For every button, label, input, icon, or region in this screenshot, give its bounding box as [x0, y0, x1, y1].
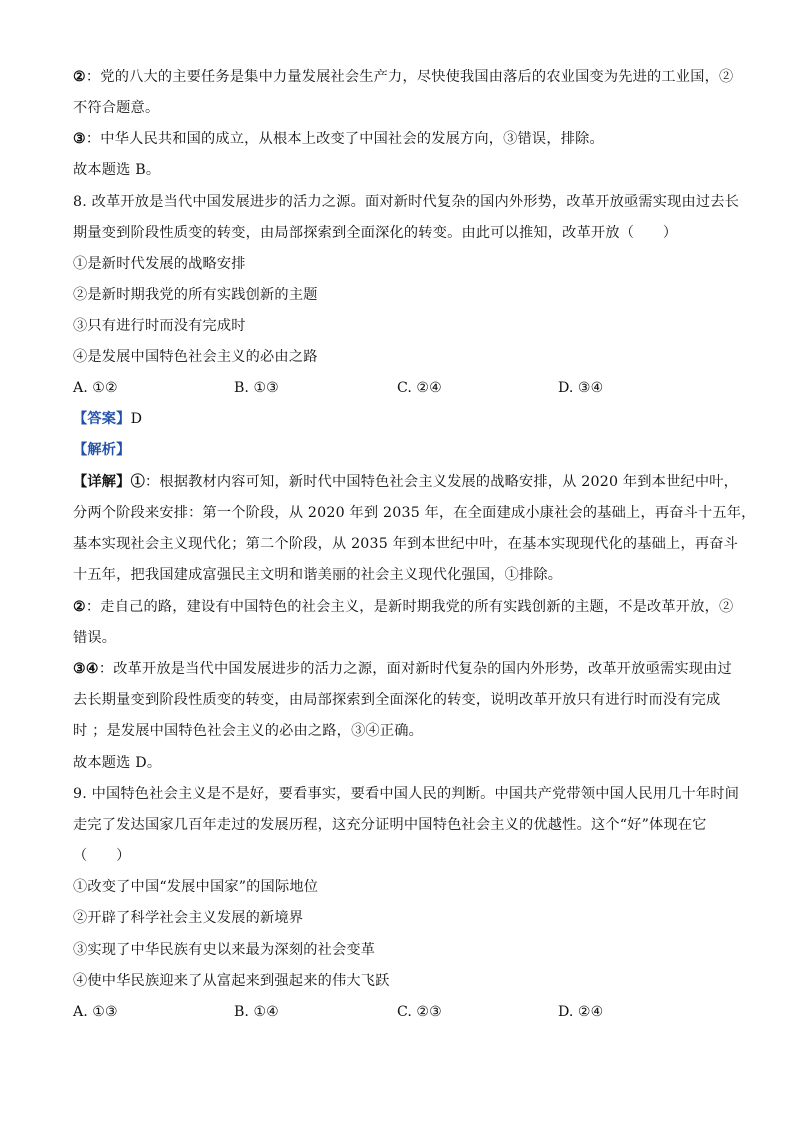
q9-item: ①改变了中国“发展中国家”的国际地位: [73, 879, 319, 895]
mark: ③④: [73, 661, 99, 677]
mark: ①: [130, 474, 145, 490]
q9-option-d: D. ②④: [558, 1004, 604, 1020]
q8-option-a: A. ①②: [73, 380, 118, 396]
q8-detail-line-2: 分两个阶段来安排：第一个阶段，从 2020 年到 2035 年，在全面建成小康社会的基础上，再奋斗十五年，: [73, 505, 756, 521]
q9-item: ②开辟了科学社会主义发展的新境界: [73, 910, 304, 926]
q8-item: ②是新时期我党的所有实践创新的主题: [73, 287, 318, 303]
q8-detail-line-7: ③④：改革开放是当代中国发展进步的活力之源，面对新时代复杂的国内外形势，改革开放亟需实现由过: [73, 661, 732, 677]
q8-detail-line-1: 【详解】①：根据教材内容可知，新时代中国特色社会主义发展的战略安排，从 2020 年到本世纪中叶，: [73, 474, 739, 490]
q8-option-c: C. ②④: [397, 380, 442, 396]
mark: ②: [73, 69, 86, 85]
answer-value: D: [130, 411, 143, 427]
answer-label: 【答案】: [73, 411, 131, 427]
q8-detail-line-8: 去长期量变到阶段性质变的转变，由局部探索到全面深化的转变，说明改革开放只有进行时而没有完成: [73, 692, 721, 708]
detail-label: 【详解】: [73, 474, 131, 490]
q8-option-b: B. ①③: [234, 380, 279, 396]
q9-item: ④使中华民族迎来了从富起来到强起来的伟大飞跃: [73, 973, 390, 989]
q8-option-d: D. ③④: [558, 380, 604, 396]
q8-detail-line-5: ②：走自己的路，建设有中国特色的社会主义，是新时期我党的所有实践创新的主题，不是改革开放，②: [73, 599, 734, 615]
prev-line-1: ②：党的八大的主要任务是集中力量发展社会生产力，尽快使我国由落后的农业国变为先进的工业国，②: [73, 69, 734, 85]
q8-conclusion: 故本题选 D。: [73, 755, 162, 771]
q8-detail-line-3: 基本实现社会主义现代化；第二个阶段，从 2035 年到本世纪中叶，在基本实现现代化的基础上，再奋斗: [73, 536, 738, 552]
q8-detail-line-9: 时 ；是发展中国特色社会主义的必由之路，③④正确。: [73, 723, 424, 739]
prev-line-3: ③：中华人民共和国的成立，从根本上改变了中国社会的发展方向，③错误，排除。: [73, 131, 604, 147]
q9-option-b: B. ①④: [234, 1004, 279, 1020]
q8-answer: [73, 409, 142, 429]
prev-conclusion: 故本题选 B。: [73, 162, 161, 178]
q9-stem-line-1: 9. 中国特色社会主义是不是好，要看事实，要看中国人民的判断。中国共产党带领中国人民用几十年时间: [73, 786, 740, 802]
q8-detail-line-4: 十五年，把我国建成富强民主文明和谐美丽的社会主义现代化强国，①排除。: [73, 567, 563, 583]
mark: ③: [73, 131, 86, 147]
q9-option-c: C. ②③: [397, 1004, 442, 1020]
q9-option-a: A. ①③: [73, 1004, 118, 1020]
mark: ②: [73, 599, 86, 615]
q9-stem-line-2: 走完了发达国家几百年走过的发展历程，这充分证明中国特色社会主义的优越性。这个“好”体现在它: [73, 817, 707, 833]
prev-line-2: 不符合题意。: [73, 100, 160, 116]
q8-detail-line-6: 错误。: [73, 630, 117, 646]
q8-item: ①是新时代发展的战略安排: [73, 256, 246, 272]
q8-stem-line-2: 期量变到阶段性质变的转变，由局部探索到全面深化的转变。由此可以推知，改革开放（ ）: [73, 225, 678, 241]
q9-stem-line-3: （ ）: [73, 848, 131, 864]
q8-item: ③只有进行时而没有完成时: [73, 318, 246, 334]
q8-stem-line-1: 8. 改革开放是当代中国发展进步的活力之源。面对新时代复杂的国内外形势，改革开放亟需实现由过去长: [73, 194, 740, 210]
q8-analysis-label: 【解析】: [73, 442, 131, 458]
q8-item: ④是发展中国特色社会主义的必由之路: [73, 349, 318, 365]
q9-item: ③实现了中华民族有史以来最为深刻的社会变革: [73, 942, 376, 958]
